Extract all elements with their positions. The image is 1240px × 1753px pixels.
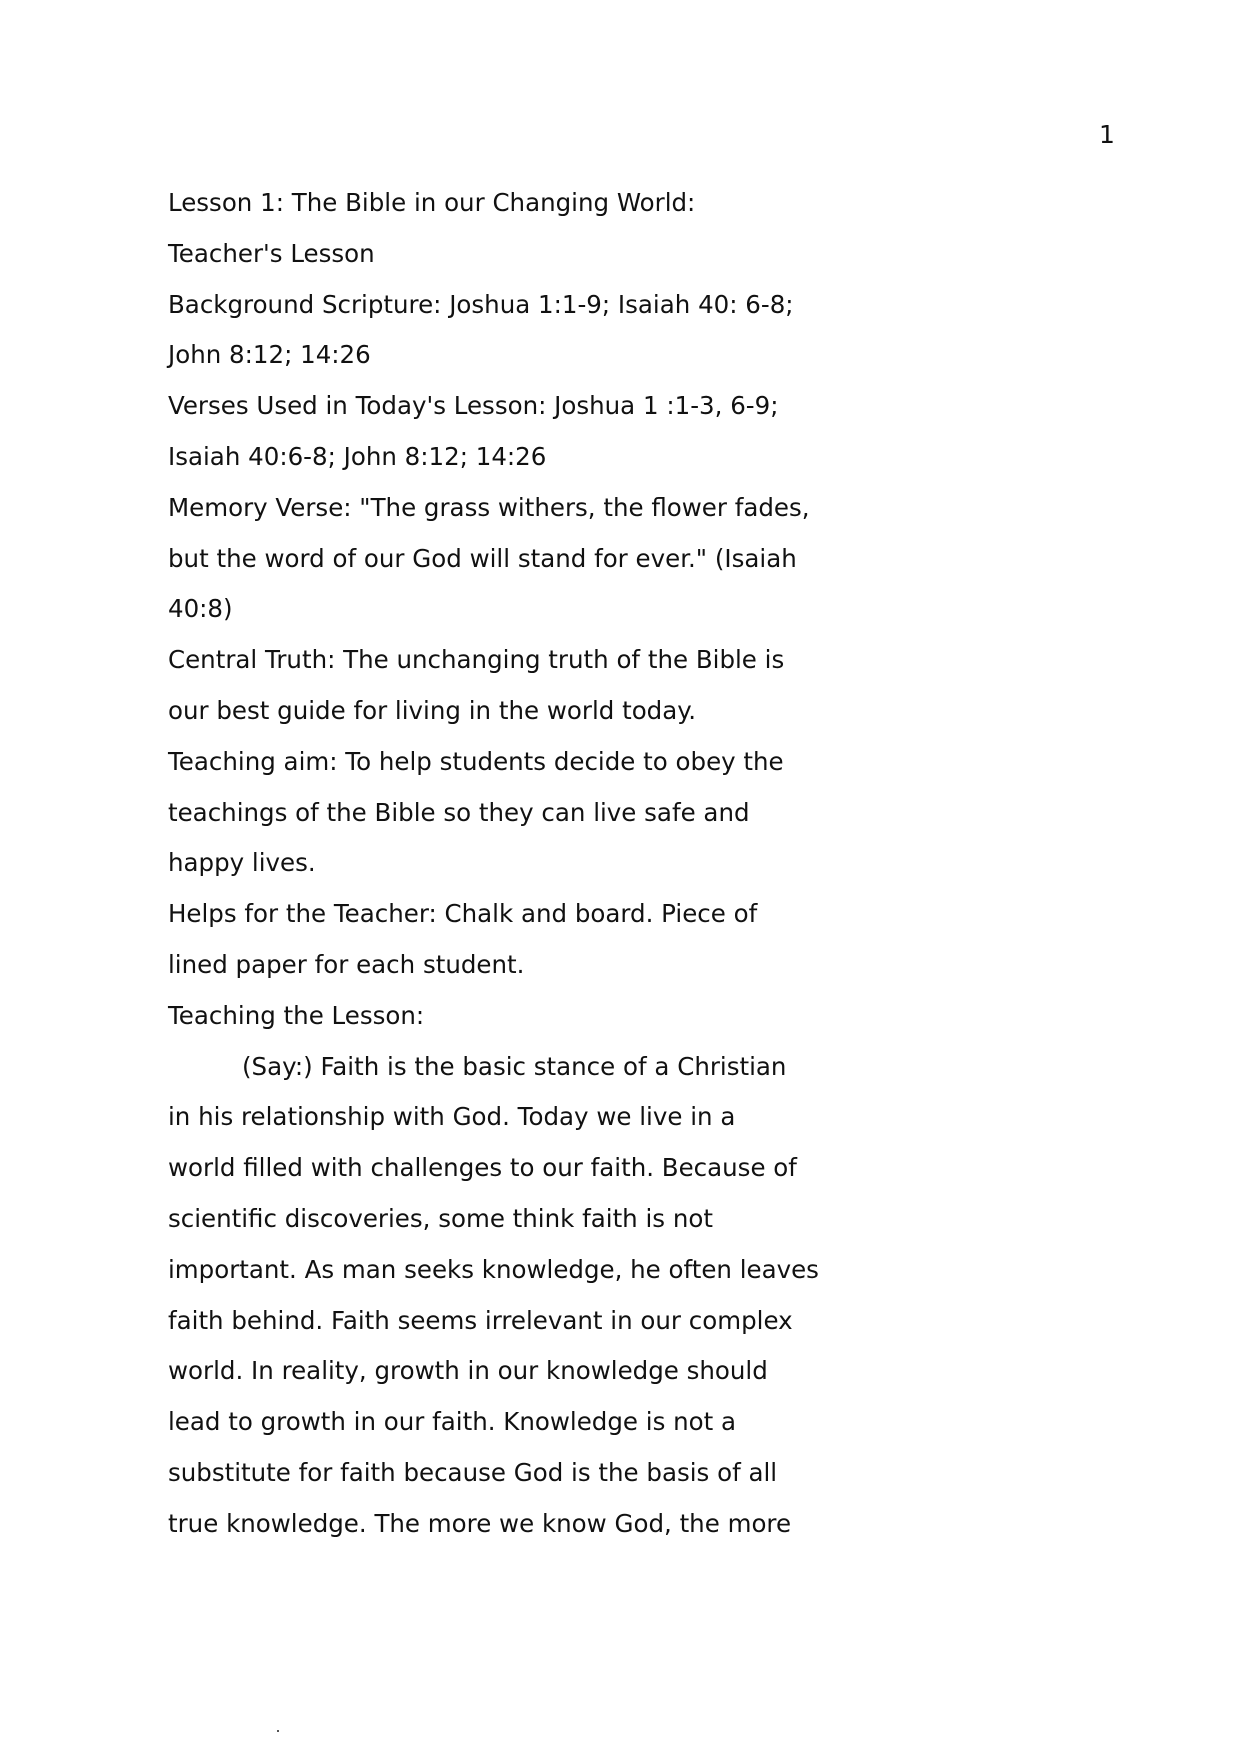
memory-verse-continued: but the word of our God will stand for ever." (Isaiah [168,543,797,573]
verses-used: Verses Used in Today's Lesson: Joshua 1 :1-3, 6-9; [168,391,779,421]
teacher-helps: Helps for the Teacher: Chalk and board. Piece of [168,899,758,929]
teaching-aim-continued: teachings of the Bible so they can live safe and [168,797,750,827]
central-truth: Central Truth: The unchanging truth of the Bible is [168,645,785,675]
memory-verse-reference: 40:8) [168,594,233,624]
background-scripture-continued: John 8:12; 14:26 [168,340,371,370]
body-paragraph-line: true knowledge. The more we know God, the more [168,1508,792,1538]
body-paragraph-line: (Say:) Faith is the basic stance of a Christian [242,1051,787,1081]
body-paragraph-line: important. As man seeks knowledge, he often leaves [168,1254,819,1284]
scan-speck [277,1730,279,1732]
central-truth-continued: our best guide for living in the world today. [168,695,697,725]
lesson-text [168,178,819,1550]
verses-used-continued: Isaiah 40:6-8; John 8:12; 14:26 [168,441,547,471]
body-paragraph-line: faith behind. Faith seems irrelevant in our complex [168,1305,793,1335]
body-paragraph-line: world. In reality, growth in our knowledge should [168,1356,768,1386]
body-paragraph-line: scientific discoveries, some think faith is not [168,1203,713,1233]
teaching-heading: Teaching the Lesson: [168,1000,425,1030]
body-paragraph-line: in his relationship with God. Today we live in a [168,1102,736,1132]
page-number: 1 [1099,120,1115,149]
body-paragraph-line: lead to growth in our faith. Knowledge is not a [168,1407,737,1437]
lesson-title: Lesson 1: The Bible in our Changing World: [168,188,696,217]
teaching-aim: Teaching aim: To help students decide to obey the [168,746,784,776]
memory-verse: Memory Verse: "The grass withers, the flower fades, [168,492,810,522]
body-paragraph-line: substitute for faith because God is the basis of all [168,1457,778,1487]
teacher-helps-continued: lined paper for each student. [168,949,525,979]
teaching-aim-end: happy lives. [168,848,316,878]
body-paragraph-line: world filled with challenges to our faith. Because of [168,1153,797,1183]
background-scripture: Background Scripture: Joshua 1:1-9; Isaiah 40: 6-8; [168,289,794,319]
lesson-subtitle: Teacher's Lesson [168,238,375,268]
